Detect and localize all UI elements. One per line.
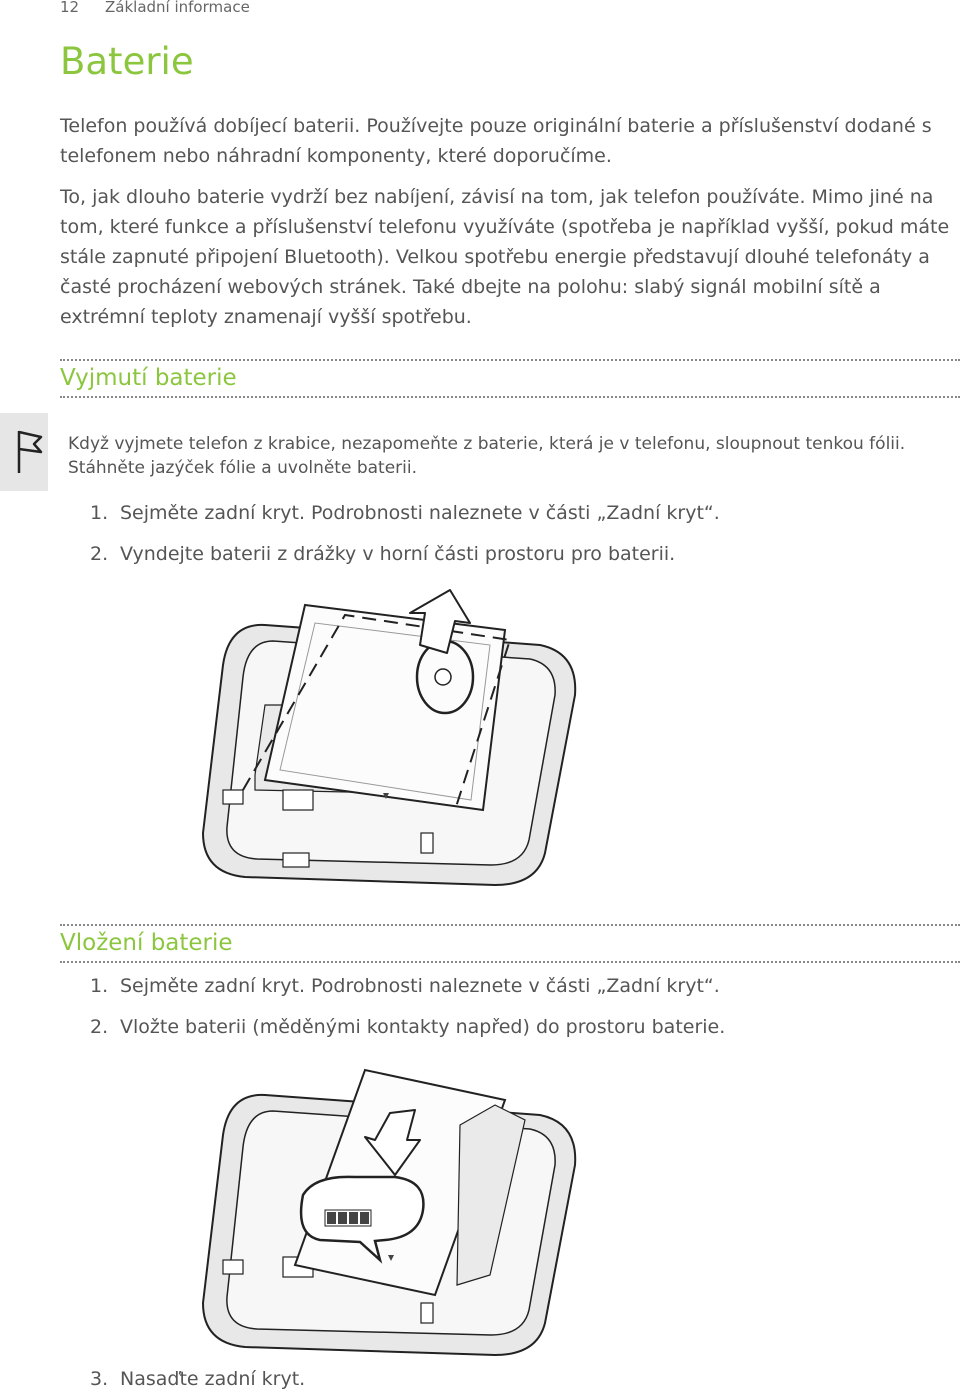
section-divider-bottom [60, 961, 960, 963]
remove-battery-heading: Vyjmutí baterie [60, 365, 237, 391]
step-number: 2. [90, 543, 109, 565]
step-text: Vložte baterii (měděnými kontakty napřed) do prostoru baterie. [120, 1016, 726, 1038]
step-number: 3. [90, 1368, 109, 1390]
section-divider-top [60, 359, 960, 361]
step-number: 2. [90, 1016, 109, 1038]
intro-paragraph-2: To, jak dlouho baterie vydrží bez nabíjení, závisí na tom, jak telefon používáte. Mimo jiné na tom, které funkce a příslušenství telefonu využíváte (spotřeba je například vyšší, pokud máte stále zapnuté připojení Bluetooth). Velkou spotřebu energie představují dlouhé telefonáty a časté procházení webových stránek. Také dbejte na polohu: slabý signál mobilní sítě a extrémní teploty znamenají vyšší spotřebu. [60, 186, 950, 328]
flag-icon [0, 413, 48, 491]
remove-battery-illustration [195, 585, 585, 895]
step-number: 1. [90, 975, 109, 997]
remove-step-2 [90, 543, 675, 565]
insert-battery-illustration [195, 1065, 585, 1365]
step-text: Vyndejte baterii z drážky v horní části prostoru pro baterii. [120, 543, 676, 565]
section-divider-top [60, 924, 960, 926]
insert-step-2 [90, 1016, 725, 1038]
step-text: Sejměte zadní kryt. Podrobnosti naleznete v části „Zadní kryt“. [120, 502, 720, 524]
section-divider-bottom [60, 396, 960, 398]
insert-step-1 [90, 975, 720, 997]
insert-step-3 [90, 1368, 305, 1390]
section-title: Základní informace [105, 0, 250, 16]
remove-step-1 [90, 502, 720, 524]
page-title: Baterie [60, 40, 194, 83]
note-text: Když vyjmete telefon z krabice, nezapomeňte z baterie, která je v telefonu, sloupnout tenkou fólii. Stáhněte jazýček fólie a uvolněte baterii. [68, 434, 906, 478]
page-number: 12 [60, 0, 80, 16]
note-icon-panel [0, 413, 48, 491]
step-number: 1. [90, 502, 109, 524]
step-text: Sejměte zadní kryt. Podrobnosti naleznete v části „Zadní kryt“. [120, 975, 720, 997]
intro-paragraph-1: Telefon používá dobíjecí baterii. Používejte pouze originální baterie a příslušenství dodané s telefonem nebo náhradní komponenty, které doporučíme. [60, 115, 932, 167]
step-text: Nasaďte zadní kryt. [120, 1368, 306, 1390]
insert-battery-heading: Vložení baterie [60, 930, 233, 956]
